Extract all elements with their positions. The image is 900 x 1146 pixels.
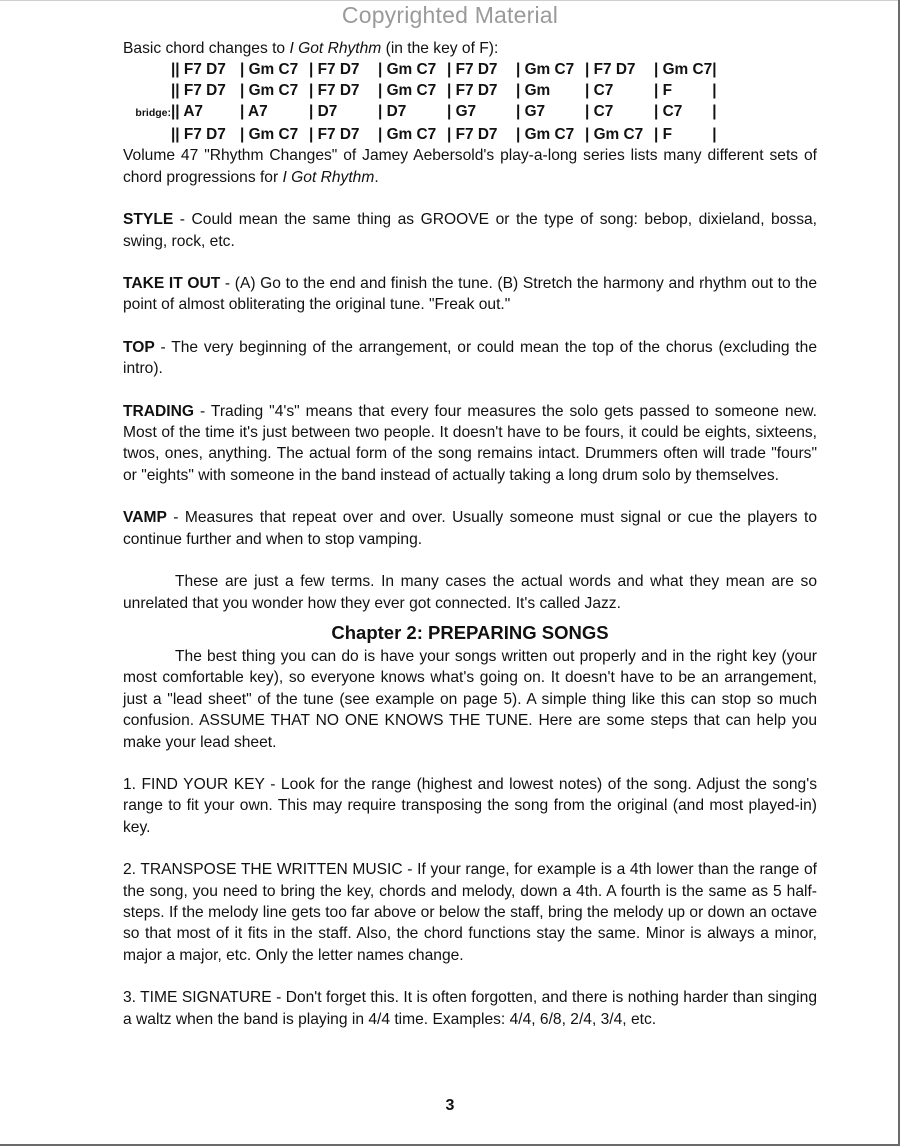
chord-row-label — [113, 124, 171, 145]
song-title: I Got Rhythm — [289, 40, 382, 57]
chord-chart — [113, 59, 722, 145]
chord-measure: | F7 D7 — [309, 82, 360, 100]
chord-measure: | Gm C7 — [378, 61, 437, 79]
term-definition: - Trading "4's" means that every four measures the solo gets passed to someone new. Most of the time it's just between two people. It doesn't have to be fours, it could be eights, sixteens, twos, ones, anything. The actual form of the song remains intact. Drummers often will trade "fours" or "eights" with someone in the band instead of actually taking a long drum solo by themselves. — [123, 402, 817, 484]
chord-measure: || F7 D7 — [171, 82, 226, 100]
chord-row-label — [113, 59, 171, 80]
chord-measure: | Gm — [516, 82, 551, 100]
chord-measure: | Gm C7 — [516, 61, 575, 79]
chord-measure: | Gm C7 — [378, 126, 437, 144]
chord-measure: || A7 — [171, 103, 203, 121]
chapter-heading: Chapter 2: PREPARING SONGS — [331, 621, 609, 643]
chord-measure: | Gm C7 — [240, 82, 299, 100]
chord-row-label: bridge: — [135, 107, 171, 120]
chapter-intro: The best thing you can do is have your songs written out properly and in the right key (your most comfortable key), so everyone knows what's going on. It doesn't have to be an arrangement, just a "lead sheet" of the tune (see example on page 5). A simple thing like this can stop so much confusion. ASSUME THAT NO ONE KNOWS THE TUNE. Here are some steps that can help you make your lead sheet. — [123, 647, 817, 751]
step-find-key: 1. FIND YOUR KEY - Look for the range (highest and lowest notes) of the song. Adjust the song's range to fit your own. This may require transposing the song from the original (and most played-in) key. — [123, 775, 817, 836]
term-label: VAMP — [123, 509, 167, 527]
chord-measure: | D7 — [378, 103, 407, 121]
chord-measure: | C7 — [654, 103, 683, 121]
chord-row-end-bar: | — [712, 103, 717, 121]
chord-measure: | Gm C7 — [585, 126, 644, 144]
chord-measure: | F — [654, 126, 672, 144]
chord-measure: | C7 — [585, 103, 614, 121]
step-time-signature: 3. TIME SIGNATURE - Don't forget this. It is often forgotten, and there is nothing harder than singing a waltz when the band is playing in 4/4 time. Examples: 4/4, 6/8, 2/4, 3/4, etc. — [123, 989, 817, 1028]
term-label: TAKE IT OUT — [123, 275, 221, 293]
chord-measure: | F7 D7 — [447, 82, 498, 100]
chord-measure: | A7 — [240, 103, 268, 121]
term-definition: - Could mean the same thing as GROOVE or the type of song: bebop, dixieland, bossa, swing, rock, etc. — [123, 211, 817, 250]
chord-measure: | D7 — [309, 103, 338, 121]
chord-row-label — [113, 80, 171, 101]
term-label: STYLE — [123, 211, 174, 229]
chord-measure: | G7 — [447, 103, 477, 121]
chord-measure: | F7 D7 — [309, 126, 360, 144]
chord-row-end-bar: | — [712, 126, 717, 144]
step-transpose: 2. TRANSPOSE THE WRITTEN MUSIC - If your range, for example is a 4th lower than the range of the song, you need to bring the key, chords and melody, down a 4th. A fourth is the same as 5 half-steps. If the melody line gets too far above or below the staff, bring the melody up or down an octave so that most of it fits in the staff. Also, the chord functions stay the same. Minor is always a minor, major a major, etc. Only the letter names change. — [123, 861, 817, 964]
chord-row — [113, 59, 722, 80]
chord-row — [113, 124, 722, 145]
chord-row-end-bar: | — [712, 82, 717, 100]
copyright-watermark: Copyrighted Material — [341, 2, 559, 28]
chord-measure: | F7 D7 — [309, 61, 360, 79]
chord-row-end-bar: | — [712, 61, 717, 79]
term-label: TOP — [123, 338, 155, 356]
term-definition: - Measures that repeat over and over. Usually someone must signal or cue the players to continue further and when to stop vamping. — [123, 509, 817, 548]
chord-measure: | F7 D7 — [447, 126, 498, 144]
aebersold-paragraph: Volume 47 "Rhythm Changes" of Jamey Aebersold's play-a-long series lists many different sets of chord progressions for I Got Rhythm. — [123, 147, 817, 186]
chord-measure: || F7 D7 — [171, 61, 226, 79]
chord-measure: | F — [654, 82, 672, 100]
chord-measure: | Gm C7 — [516, 126, 575, 144]
page-number: 3 — [445, 1097, 455, 1114]
chord-measure: | Gm C7 — [240, 126, 299, 144]
chord-measure: | Gm C7 — [654, 61, 713, 79]
chord-row — [113, 101, 722, 124]
term-definition: - The very beginning of the arrangement, or could mean the top of the chorus (excluding the intro). — [123, 338, 817, 378]
closing-paragraph: These are just a few terms. In many cases the actual words and what they mean are so unrelated that you wonder how they ever got connected. It's called Jazz. — [123, 573, 817, 612]
chord-measure: || F7 D7 — [171, 126, 226, 144]
chord-row — [113, 80, 722, 101]
term-label: TRADING — [123, 402, 195, 420]
song-title-ref: I Got Rhythm — [282, 168, 375, 186]
term-vamp — [123, 507, 817, 550]
page-top-edge — [0, 0, 900, 1]
page-content — [123, 38, 817, 1030]
term-take-it-out — [123, 273, 817, 316]
term-trading — [123, 401, 817, 487]
chord-measure: | G7 — [516, 103, 546, 121]
chord-measure: | F7 D7 — [585, 61, 636, 79]
chord-measure: | Gm C7 — [240, 61, 299, 79]
chord-measure: | F7 D7 — [447, 61, 498, 79]
term-top — [123, 337, 817, 380]
chord-measure: | C7 — [585, 82, 614, 100]
term-style — [123, 209, 817, 252]
chord-measure: | Gm C7 — [378, 82, 437, 100]
chord-intro: Basic chord changes to I Got Rhythm (in the key of F): — [123, 40, 499, 57]
term-definition: - (A) Go to the end and finish the tune. (B) Stretch the harmony and rhythm out to the point of almost obliterating the original tune. "Freak out." — [123, 275, 817, 314]
